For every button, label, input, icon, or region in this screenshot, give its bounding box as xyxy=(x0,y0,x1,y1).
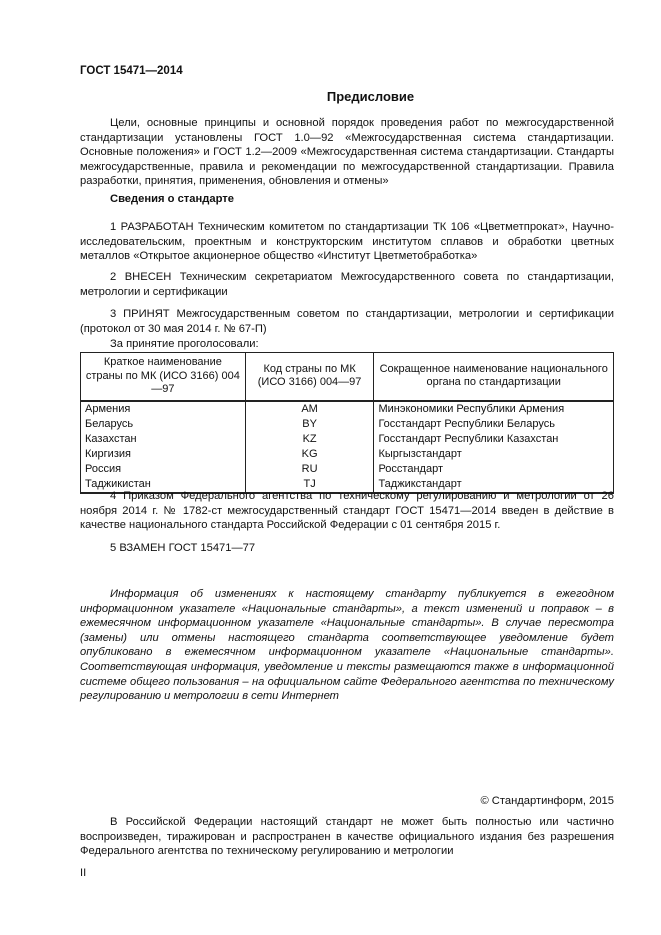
section-heading: Сведения о стандарте xyxy=(110,193,234,205)
page-title-wrap xyxy=(0,90,661,106)
cell-country: Казахстан xyxy=(81,432,246,447)
voting-table xyxy=(80,352,614,494)
cell-body: Госстандарт Республики Беларусь xyxy=(374,417,614,432)
cell-country: Беларусь xyxy=(81,417,246,432)
item-3-adopted: 3 ПРИНЯТ Межгосударственным советом по стандартизации, метрологии и сертификации (протокол от 30 мая 2014 г. № 67-П) xyxy=(80,308,614,335)
cell-code: TJ xyxy=(245,477,374,493)
cell-country: Россия xyxy=(81,462,246,477)
cell-code: KZ xyxy=(245,432,374,447)
item-2-introduced: 2 ВНЕСЕН Техническим секретариатом Межгосударственного совета по стандартизации, метрологии и сертификации xyxy=(80,271,614,298)
page-number: II xyxy=(80,867,87,879)
cell-country: Киргизия xyxy=(81,447,246,462)
cell-body: Кыргызстандарт xyxy=(374,447,614,462)
col-header-body: Сокращенное наименование национального органа по стандартизации xyxy=(374,353,614,401)
cell-code: RU xyxy=(245,462,374,477)
legal-notice: В Российской Федерации настоящий стандарт не может быть полностью или частично воспроизведен, тиражирован и распространен в качестве официального издания без разрешения Федерального агентства по техническому регулированию и метрологии xyxy=(80,816,614,858)
cell-code: KG xyxy=(245,447,374,462)
cell-body: Минэкономики Республики Армения xyxy=(374,401,614,417)
item-1-developed: 1 РАЗРАБОТАН Техническим комитетом по стандартизации ТК 106 «Цветметпрокат», Научно-исследовательским, проектным и конструкторским институтом сплавов и обработки цветных металлов «Открытое акционерное общество «Институт Цветметобработка» xyxy=(80,221,614,263)
cell-body: Госстандарт Республики Казахстан xyxy=(374,432,614,447)
amendments-notice: Информация об изменениях к настоящему стандарту публикуется в ежегодном информационном указателе «Национальные стандарты», а текст изменений и поправок – в ежемесячном информационном указателе «Национальные стандарты». В случае пересмотра (замены) или отмены настоящего стандарта соответствующее уведомление будет опубликовано в ежемесячном информационном указателе «Национальные стандарты». Соответствующая информация, уведомление и тексты размещаются также в информационной системе общего пользования – на официальном сайте Федерального агентства по техническому регулированию и метрологии в сети Интернет xyxy=(80,588,614,703)
cell-body: Росстандарт xyxy=(374,462,614,477)
table-row xyxy=(81,447,614,462)
cell-code: AM xyxy=(245,401,374,417)
page-title: Предисловие xyxy=(326,89,415,104)
table-row xyxy=(81,462,614,477)
item-5-replaces: 5 ВЗАМЕН ГОСТ 15471—77 xyxy=(110,542,256,554)
cell-country: Армения xyxy=(81,401,246,417)
table-row xyxy=(81,401,614,417)
table-row xyxy=(81,432,614,447)
intro-paragraph: Цели, основные принципы и основной порядок проведения работ по межгосударственной стандартизации установлены ГОСТ 1.0—92 «Межгосударственная система стандартизации. Основные положения» и ГОСТ 1.2—2009 «Межгосударственная система стандартизации. Стандарты межгосударственные, правила и рекомендации по межгосударственной стандартизации. Правила разработки, принятия, применения, обновления и отмены» xyxy=(80,117,614,188)
col-header-code: Код страны по МК (ИСО 3166) 004—97 xyxy=(245,353,374,401)
cell-code: BY xyxy=(245,417,374,432)
standard-code: ГОСТ 15471—2014 xyxy=(80,65,183,77)
copyright: © Стандартинформ, 2015 xyxy=(480,795,614,807)
cell-country: Таджикистан xyxy=(81,477,246,493)
table-header-row xyxy=(81,353,614,401)
table-row xyxy=(81,417,614,432)
voted-label: За принятие проголосовали: xyxy=(110,338,259,350)
item-4-order: 4 Приказом Федерального агентства по техническому регулированию и метрологии от 26 ноября 2014 г. № 1782-ст межгосударственный стандарт ГОСТ 15471—2014 введен в действие в качестве национального стандарта Российской Федерации с 01 сентября 2015 г. xyxy=(80,490,614,532)
col-header-country: Краткое наименование страны по МК (ИСО 3166) 004—97 xyxy=(81,353,246,401)
cell-body: Таджикстандарт xyxy=(374,477,614,493)
